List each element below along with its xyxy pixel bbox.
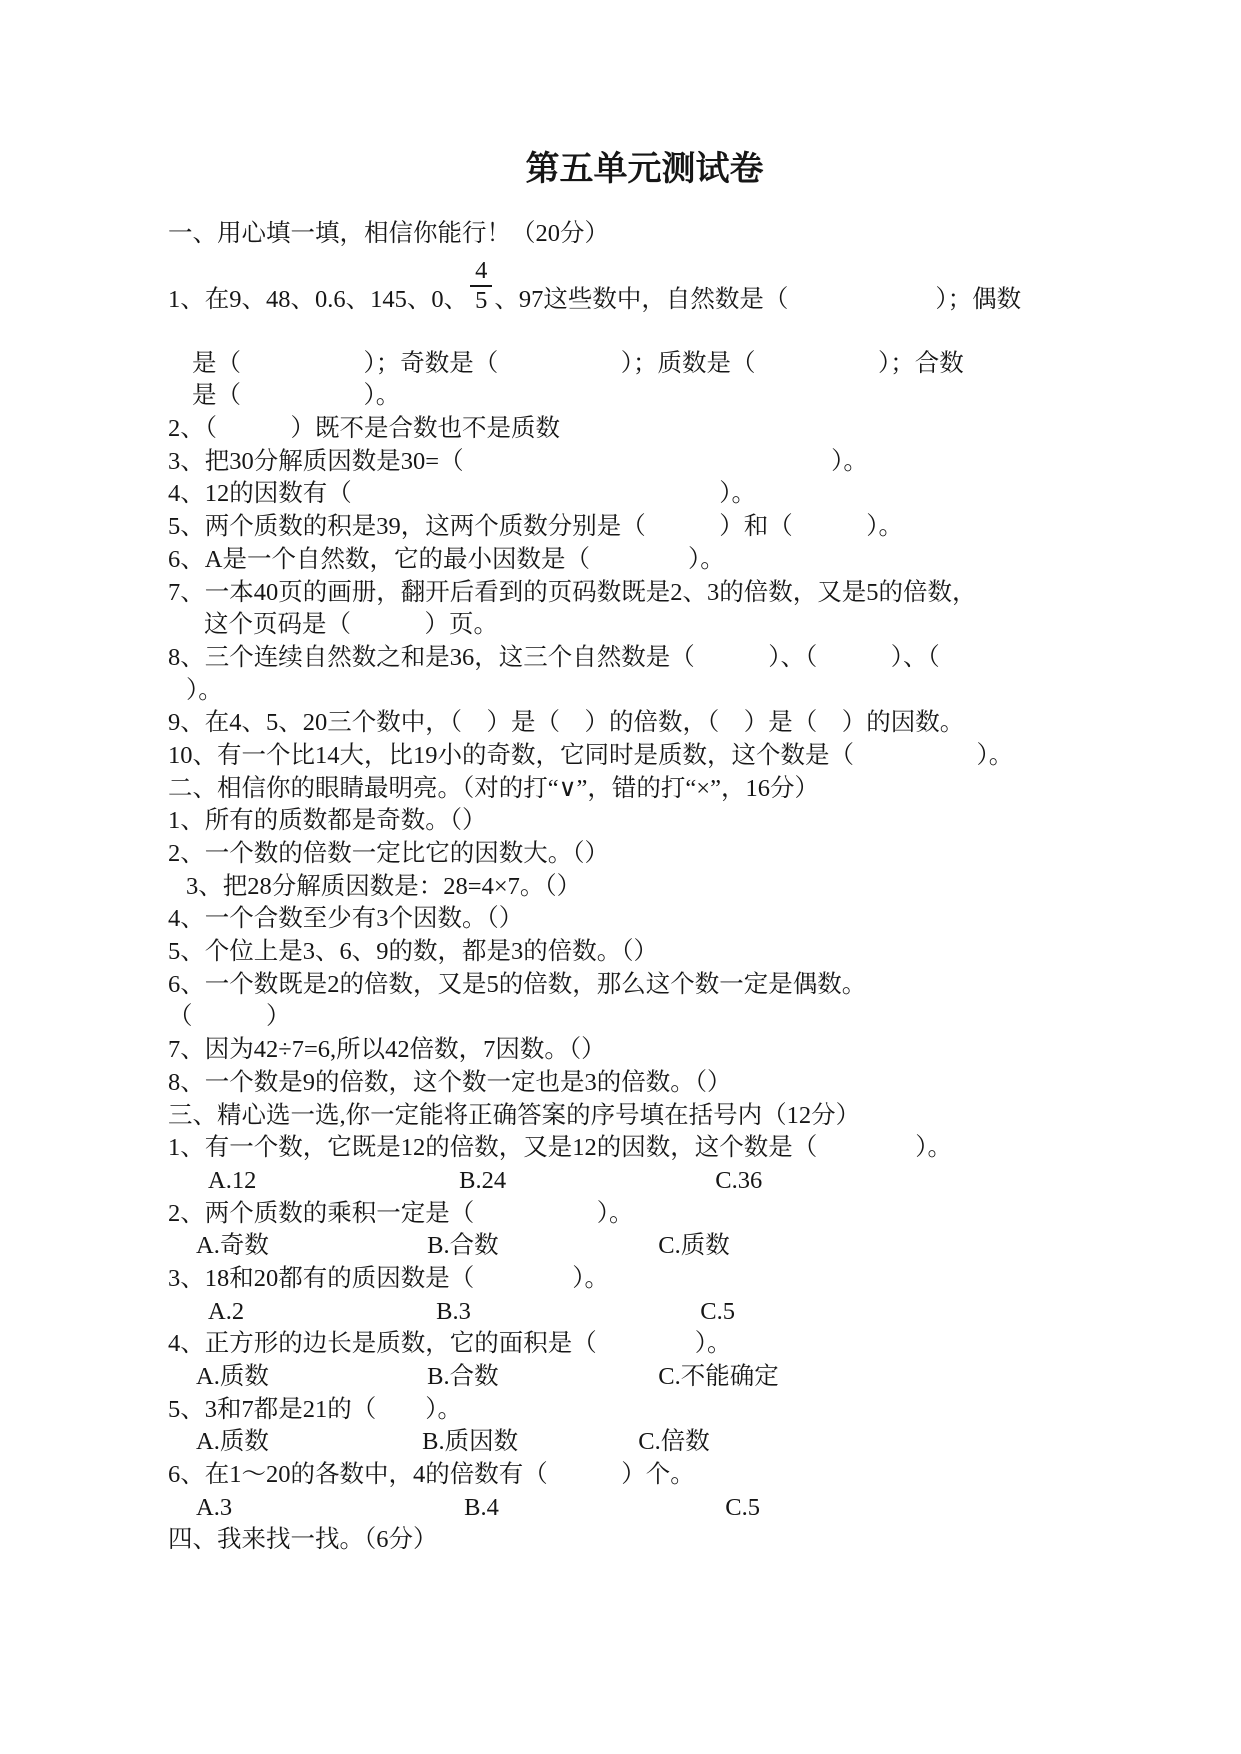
section4-heading: 四、我来找一找。（6分） <box>168 1526 438 1554</box>
section3-heading: 三、精心选一选,你一定能将正确答案的序号填在括号内（12分） <box>168 1101 861 1129</box>
s3-q4: 4、正方形的边长是质数，它的面积是（ ）。 <box>168 1330 732 1358</box>
s1-q1-line3: 是（ ）。 <box>192 382 401 410</box>
s1-q3: 3、把30分解质因数是30=（ ）。 <box>168 447 868 475</box>
s1-q10: 10、有一个比14大，比19小的奇数，它同时是质数，这个数是（ ）。 <box>168 741 1014 769</box>
s2-q6-line2: （ ） <box>168 1003 291 1031</box>
page-title: 第五单元测试卷 <box>525 151 764 188</box>
s3-q3: 3、18和20都有的质因数是（ ）。 <box>168 1264 609 1292</box>
s3-q3-option-c: C.5 <box>700 1297 735 1325</box>
s3-q6-option-c: C.5 <box>725 1493 760 1521</box>
s3-q1-option-b: B.24 <box>459 1166 507 1194</box>
s3-q4-options <box>168 1361 1121 1394</box>
s3-q5-options <box>168 1426 1121 1459</box>
s3-q6: 6、在1～20的各数中，4的倍数有（ ）个。 <box>168 1461 695 1489</box>
s1-q4: 4、12的因数有（ ）。 <box>168 480 756 508</box>
s3-q5: 5、3和7都是21的（ ）。 <box>168 1395 462 1423</box>
s3-q3-option-a: A.2 <box>208 1297 245 1325</box>
s1-q5: 5、两个质数的积是39，这两个质数分别是（ ）和（ ）。 <box>168 513 903 541</box>
s1-q1-line1 <box>168 251 1121 315</box>
s3-q4-option-a: A.质数 <box>196 1363 269 1390</box>
s2-q2: 2、一个数的倍数一定比它的因数大。（） <box>168 840 609 867</box>
fraction-numerator: 4 <box>470 258 492 287</box>
s3-q4-option-b: B.合数 <box>427 1363 499 1390</box>
s1-q6: 6、A是一个自然数，它的最小因数是（ ）。 <box>168 545 725 573</box>
s3-q3-option-b: B.3 <box>436 1297 471 1325</box>
s1-q1-line2: 是（ ）；奇数是（ ）；质数是（ ）；合数 <box>192 349 964 377</box>
s1-q8-line2: ）。 <box>186 676 223 704</box>
s2-q3: 3、把28分解质因数是：28=4×7。（） <box>186 872 582 900</box>
s3-q5-option-a: A.质数 <box>196 1428 269 1456</box>
s3-q2-options <box>168 1230 1121 1263</box>
s1-q1-pre: 1、在9、48、0.6、145、0、 <box>168 285 469 313</box>
s3-q5-option-b: B.质因数 <box>422 1428 519 1456</box>
s3-q2-option-a: A.奇数 <box>196 1232 269 1260</box>
s2-q6-line1: 6、一个数既是2的倍数，又是5的倍数，那么这个数一定是偶数。 <box>168 970 867 998</box>
s1-q7-line2: 这个页码是（ ）页。 <box>204 611 498 639</box>
s3-q6-options <box>168 1492 1121 1525</box>
s1-q9: 9、在4、5、20三个数中，（ ）是（ ）的倍数，（ ）是（ ）的因数。 <box>168 709 965 737</box>
s2-q1: 1、所有的质数都是奇数。（） <box>168 807 487 835</box>
s2-q8: 8、一个数是9的倍数，这个数一定也是3的倍数。（） <box>168 1068 732 1096</box>
s3-q1-options <box>168 1165 1121 1198</box>
s3-q5-option-c: C.倍数 <box>638 1428 710 1456</box>
section2-heading: 二、相信你的眼睛最明亮。（对的打“∨”，错的打“×”，16分） <box>168 774 819 802</box>
s1-q8-line1: 8、三个连续自然数之和是36，这三个自然数是（ ）、（ ）、（ <box>168 643 940 671</box>
s1-q2: 2、（ ）既不是合数也不是质数 <box>168 415 560 443</box>
s3-q1-option-a: A.12 <box>208 1166 257 1194</box>
fraction-four-fifths <box>470 258 492 315</box>
s3-q2-option-b: B.合数 <box>427 1232 499 1260</box>
s3-q2: 2、两个质数的乘积一定是（ ）。 <box>168 1199 634 1227</box>
s3-q6-option-a: A.3 <box>196 1493 233 1521</box>
s3-q4-option-c: C.不能确定 <box>658 1363 779 1390</box>
s2-q4: 4、一个合数至少有3个因数。（） <box>168 905 524 933</box>
fraction-denominator: 5 <box>475 287 488 315</box>
section1-heading: 一、用心填一填，相信你能行！（20分） <box>168 220 609 247</box>
s3-q1-option-c: C.36 <box>715 1166 763 1194</box>
s3-q3-options <box>168 1296 1121 1329</box>
document-body <box>168 0 1121 1557</box>
s1-q7-line1: 7、一本40页的画册，翻开后看到的页码数既是2、3的倍数，又是5的倍数， <box>168 578 977 606</box>
s3-q2-option-c: C.质数 <box>658 1232 730 1260</box>
s3-q1: 1、有一个数，它既是12的倍数，又是12的因数，这个数是（ ）。 <box>168 1134 952 1162</box>
s1-q1-post: 、97这些数中，自然数是（ ）；偶数 <box>494 285 1022 313</box>
s3-q6-option-b: B.4 <box>464 1493 499 1521</box>
s2-q7: 7、因为42÷7=6,所以42倍数，7因数。（） <box>168 1036 606 1064</box>
s2-q5: 5、个位上是3、6、9的数，都是3的倍数。（） <box>168 938 658 966</box>
